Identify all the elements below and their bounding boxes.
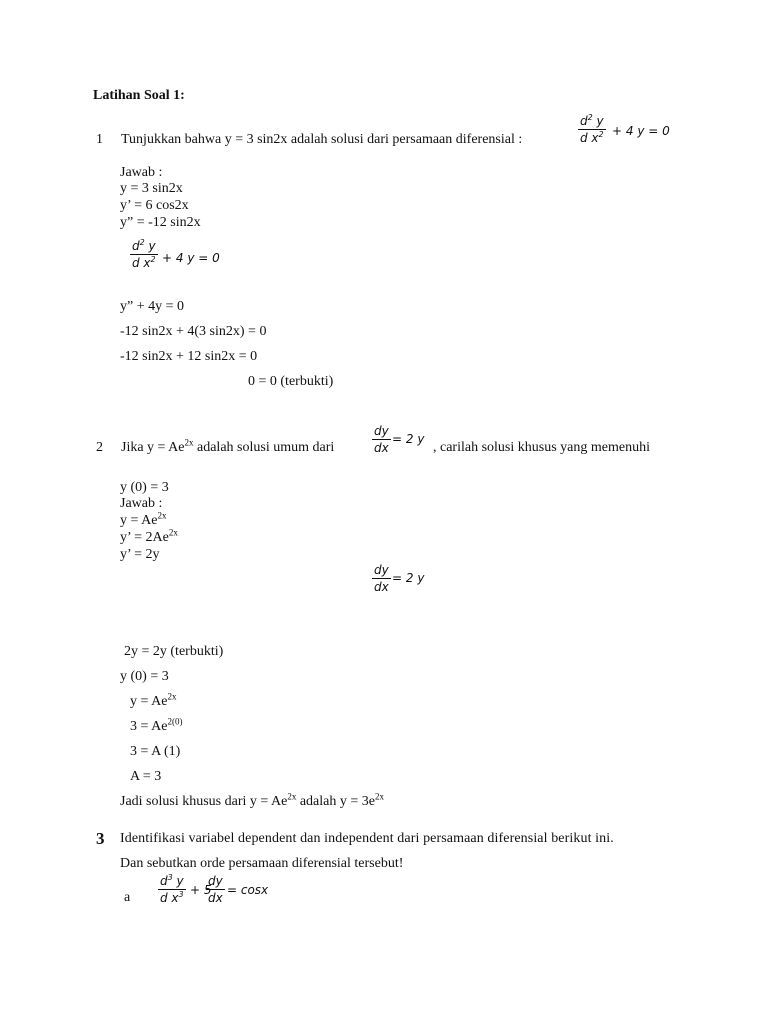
question-1-text: Tunjukkan bahwa y = 3 sin2x adalah solusi dari persamaan diferensial :	[121, 132, 523, 147]
question-2-text-c: , carilah solusi khusus yang memenuhi	[433, 440, 650, 455]
q3-equation-tail: = cosx	[227, 883, 269, 897]
q1-answer-fraction: $\frac{d^2 y}{d x^2}$	[132, 238, 156, 270]
q2-answer-equation-tail: = 2 y	[392, 571, 425, 585]
q2-answer-label: Jawab :	[120, 496, 163, 511]
question-3-text-1: Identifikasi variabel dependent dan independent dari persamaan diferensial berikut ini.	[120, 831, 614, 846]
q1-line-5: -12 sin2x + 4(3 sin2x) = 0	[120, 324, 267, 339]
q1-answer-label: Jawab :	[120, 165, 163, 180]
q1-line-6: -12 sin2x + 12 sin2x = 0	[120, 349, 258, 364]
q2-conclusion: Jadi solusi khusus dari $y = Ae^{2x}$ adalah $y = 3e^{2x}$	[120, 791, 384, 809]
q1-line-2: y’ = 6 cos2x	[120, 198, 189, 213]
question-number-2: 2	[96, 440, 103, 455]
q1-line-3: y” = -12 sin2x	[120, 215, 201, 230]
q1-equation-fraction: $\frac{d^2 y}{d x^2}$	[580, 113, 604, 145]
q2-line-1: $y = Ae^{2x}$	[120, 510, 167, 528]
q1-line-7: 0 = 0 (terbukti)	[248, 374, 334, 389]
q2-answer-fraction: $\frac{dy}{dx}$	[374, 563, 389, 594]
q2-line-2: y’ = $2Ae^{2x}$	[120, 527, 178, 545]
q2-line-9: A = 3	[130, 769, 162, 784]
q2-line-5: y (0) = 3	[120, 669, 169, 684]
q3-plus-5: + 5	[190, 883, 212, 897]
q1-answer-equation-tail: + 4 y = 0	[162, 251, 220, 265]
q2-condition: y (0) = 3	[120, 480, 169, 495]
q1-line-4: y” + 4y = 0	[120, 299, 185, 314]
question-3-text-2: Dan sebutkan orde persamaan diferensial tersebut!	[120, 856, 404, 871]
q1-line-1: y = 3 sin2x	[120, 181, 183, 196]
q2-line-7: $3 = Ae^{2(0)}$	[130, 716, 183, 734]
question-number-3: 3	[96, 829, 105, 848]
q2-line-6: $y = Ae^{2x}$	[130, 691, 177, 709]
q2-equation-fraction: $\frac{dy}{dx}$	[374, 424, 389, 455]
q3-fraction-2: $\frac{dy}{dx}$	[208, 874, 223, 905]
page-title: Latihan Soal 1:	[93, 88, 185, 103]
q3-fraction-1: $\frac{d^3 y}{d x^3}$	[160, 873, 184, 905]
q2-equation-tail: = 2 y	[392, 432, 425, 446]
question-number-1: 1	[96, 132, 103, 147]
q2-line-8: 3 = A (1)	[130, 744, 181, 759]
q2-line-3: y’ = 2y	[120, 547, 160, 562]
q2-line-4: 2y = 2y (terbukti)	[124, 644, 224, 659]
q1-equation-tail: + 4 y = 0	[612, 124, 670, 138]
q3-item-a-label: a	[124, 890, 131, 905]
question-2-text-a: Jika $y = Ae^{2x}$ adalah solusi umum dari	[121, 437, 335, 455]
